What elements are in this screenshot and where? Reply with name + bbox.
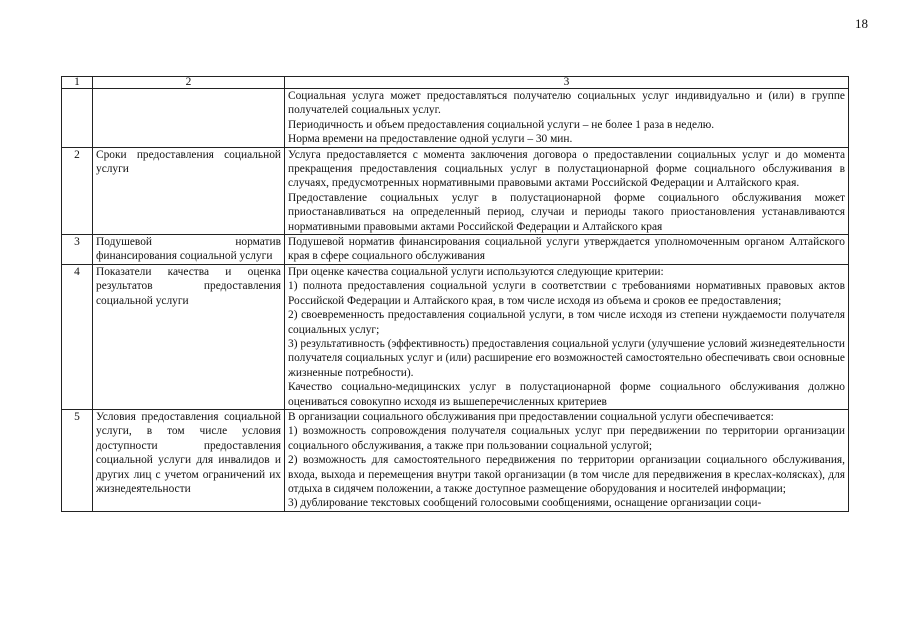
table-row	[62, 235, 849, 265]
row-number	[62, 89, 93, 148]
row-name: Сроки предоставления социальной услуги	[93, 147, 285, 234]
description-paragraph: 3) результативность (эффективность) предоставления социальной услуги (улучшение условий жизнедеятельности получателя социальных услуг и (или) расширение его возможностей самостоятельно обеспечивать свои основные жизненные потребности).	[288, 337, 845, 379]
row-number: 3	[62, 235, 93, 265]
header-cell-3: 3	[285, 77, 849, 89]
description-paragraph: 1) полнота предоставления социальной услуги в соответствии с требованиями нормативных правовых актов Российской Федерации и Алтайского края, в том числе исходя из объема и сроков ее предоставления;	[288, 280, 845, 307]
description-paragraph: 3) дублирование текстовых сообщений голосовыми сообщениями, оснащение организации соци-	[288, 497, 762, 510]
row-name	[93, 89, 285, 148]
description-paragraph: Предоставление социальных услуг в полустационарной форме социального обслуживания может приостанавливаться на определенный период, случаи и периоды такого приостановления устанавливаются нормативными правовыми актами Российской Федерации и Алтайского края	[288, 191, 845, 233]
description-paragraph: Норма времени на предоставление одной услуги – 30 мин.	[288, 133, 573, 146]
description-paragraph: 2) возможность для самостоятельного передвижения по территории организации социального обслуживания, входа, выхода и перемещения внутри такой организации (в том числе для передвижения в креслах-колясках), для отдыха в сидячем положении, а также доступное размещение оборудования и носителей информации;	[288, 454, 845, 495]
header-cell-1: 1	[62, 77, 93, 89]
row-name: Условия предоставления социальной услуги, в том числе условия доступности предоставления социальной услуги для инвалидов и других лиц с учетом ограничений их жизнедеятельности	[93, 409, 285, 511]
row-description	[285, 264, 849, 409]
header-cell-2: 2	[93, 77, 285, 89]
table-row	[62, 147, 849, 234]
row-number: 2	[62, 147, 93, 234]
description-paragraph: Услуга предоставляется с момента заключения договора о предоставлении социальных услуг и до момента прекращения предоставления социальных услуг в полустационарной форме социального обслуживания в случаях, предусмотренных нормативными правовыми актами Российской Федерации и Алтайского края.	[288, 148, 845, 190]
description-paragraph: Социальная услуга может предоставляться получателю социальных услуг индивидуально и (или) в группе получателей социальных услуг.	[288, 90, 845, 117]
row-number: 4	[62, 264, 93, 409]
description-paragraph: В организации социального обслуживания при предоставлении социальной услуги обеспечивается:	[288, 410, 774, 423]
description-paragraph: При оценке качества социальной услуги используются следующие критерии:	[288, 265, 664, 278]
table-header-row	[62, 77, 849, 89]
description-paragraph: 2) своевременность предоставления социальной услуги, в том числе исходя из степени нуждаемости получателя социальных услуг;	[288, 309, 845, 336]
table-row	[62, 89, 849, 148]
row-description	[285, 409, 849, 511]
description-paragraph: Подушевой норматив финансирования социальной услуги утверждается уполномоченным органом Алтайского края в сфере социального обслуживания	[288, 236, 845, 263]
table-row	[62, 264, 849, 409]
row-description	[285, 147, 849, 234]
description-paragraph: Периодичность и объем предоставления социальной услуги – не более 1 раза в неделю.	[288, 118, 715, 131]
row-name: Подушевой норматив финансирования социальной услуги	[93, 235, 285, 265]
row-name: Показатели качества и оценка результатов предоставления социальной услуги	[93, 264, 285, 409]
description-paragraph: Качество социально-медицинских услуг в полустационарной форме социального обслуживания должно оцениваться совокупно исходя из вышеперечисленных критериев	[288, 381, 845, 408]
table-row	[62, 409, 849, 511]
row-description	[285, 89, 849, 148]
row-description	[285, 235, 849, 265]
description-paragraph: 1) возможность сопровождения получателя социальных услуг при передвижении по территории организации социального обслуживания, а также при пользовании социальной услугой;	[288, 425, 845, 452]
services-table	[61, 76, 849, 512]
row-number: 5	[62, 409, 93, 511]
page-number: 18	[855, 16, 868, 31]
